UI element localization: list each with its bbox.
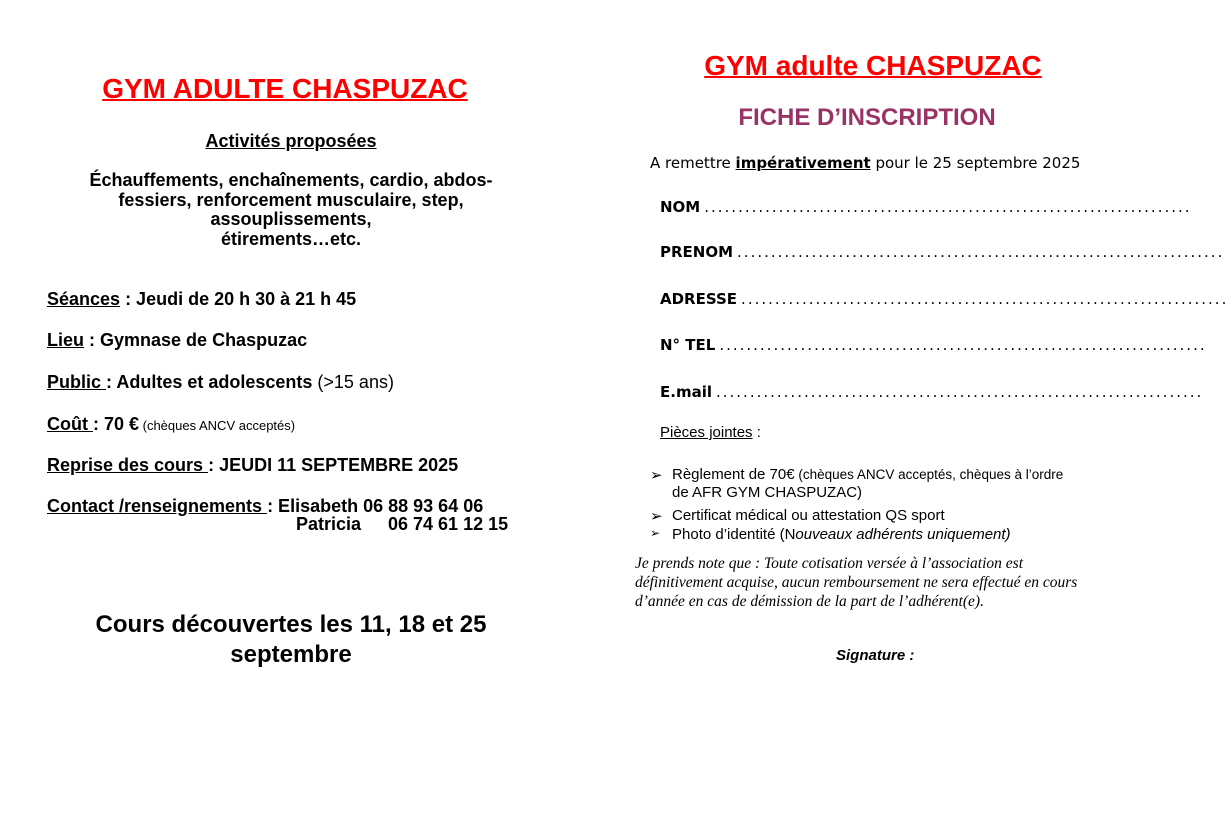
contact-info-2 — [296, 514, 508, 535]
field-dots: ........................................................................ — [741, 290, 1228, 308]
form-subtitle: FICHE D’INSCRIPTION — [738, 104, 996, 131]
seances-value: : Jeudi de 20 h 30 à 21 h 45 — [120, 289, 357, 309]
field-prenom[interactable] — [660, 243, 1225, 261]
public-label: Public — [47, 372, 107, 392]
cout-note: (chèques ANCV acceptés) — [139, 418, 296, 433]
contact-name: Patricia — [296, 514, 362, 534]
field-adresse[interactable] — [660, 290, 1228, 308]
attachment-text-2: de AFR GYM CHASPUZAC) — [672, 484, 863, 501]
activities-list — [0, 171, 582, 249]
lieu-value: : Gymnase de Chaspuzac — [84, 330, 308, 350]
deadline-text — [650, 154, 1080, 172]
attachments-heading — [660, 424, 761, 441]
cout-value: : 70 € — [92, 414, 140, 434]
public-note: (>15 ans) — [312, 372, 394, 392]
field-label: PRENOM — [660, 243, 734, 261]
arrow-bullet-icon: ➢ — [650, 508, 663, 525]
discovery-line: Cours découvertes les 11, 18 et 25 — [95, 611, 487, 638]
attachment-text: Règlement de 70€ — [672, 466, 795, 483]
field-dots: ........................................................................ — [719, 336, 1207, 354]
attachment-item — [650, 526, 1011, 543]
public-value: : Adultes et adolescents — [106, 372, 313, 392]
attachment-note: (chèques ANCV acceptés, chèques à l’ordre — [794, 467, 1064, 482]
public-info — [47, 372, 394, 393]
reprise-value: : JEUDI 11 SEPTEMBRE 2025 — [208, 455, 459, 475]
field-dots: ........................................................................ — [704, 198, 1192, 216]
attachment-text: Photo d’identité (N — [672, 526, 796, 543]
field-label: ADRESSE — [660, 290, 738, 308]
field-label: NOM — [660, 198, 701, 216]
attachments-label: Pièces jointes — [660, 424, 753, 441]
attachment-item — [650, 466, 1063, 502]
left-title: GYM ADULTE CHASPUZAC — [102, 73, 468, 104]
activities-line: étirements…etc. — [220, 228, 362, 249]
field-dots: ........................................................................ — [715, 383, 1204, 401]
cout-info — [47, 414, 295, 435]
attachment-italic: ouveaux adhérents uniquement) — [795, 526, 1011, 543]
seances-label: Séances — [47, 289, 121, 309]
activities-line: assouplissements, — [210, 209, 372, 229]
activities-line: Échauffements, enchaînements, cardio, abdos- — [89, 170, 493, 190]
contact-label: Contact /renseignements — [47, 496, 268, 516]
cout-label: Coût — [47, 414, 93, 434]
discovery-classes — [0, 610, 582, 670]
field-dots: ........................................................................ — [737, 243, 1225, 261]
signature-label: Signature : — [836, 647, 915, 664]
deadline-emph: impérativement — [735, 154, 871, 172]
reprise-info — [47, 455, 458, 476]
activities-heading: Activités proposées — [205, 131, 377, 151]
seances-info — [47, 289, 356, 310]
field-label: N° TEL — [660, 336, 716, 354]
arrow-bullet-icon: ➢ — [650, 467, 663, 484]
contact-phone: 06 74 61 12 15 — [388, 514, 509, 534]
attachment-item — [650, 507, 945, 525]
arrow-bullet-icon: ➢ — [650, 526, 661, 540]
field-tel[interactable] — [660, 336, 1207, 354]
note-line: Je prends note que : Toute cotisation versée à l’association est — [635, 555, 1024, 572]
reprise-label: Reprise des cours — [47, 455, 209, 475]
deadline-pre: A remettre — [650, 154, 736, 172]
field-nom[interactable] — [660, 198, 1192, 216]
attachments-colon: : — [752, 424, 761, 441]
lieu-info — [47, 330, 307, 351]
note-line: définitivement acquise, aucun remboursement ne sera effectué en cours — [635, 574, 1078, 591]
field-email[interactable] — [660, 383, 1204, 401]
attachment-text: Certificat médical ou attestation QS sport — [672, 507, 945, 524]
contact-phone: 06 88 93 64 06 — [363, 496, 484, 516]
note-line: d’année en cas de démission de la part de l’adhérent(e). — [635, 593, 984, 610]
disclaimer-note — [635, 554, 1125, 611]
deadline-post: pour le 25 septembre 2025 — [870, 154, 1081, 172]
lieu-label: Lieu — [47, 330, 85, 350]
activities-line: fessiers, renforcement musculaire, step, — [118, 189, 464, 210]
right-title: GYM adulte CHASPUZAC — [704, 50, 1042, 81]
field-label: E.mail — [660, 383, 712, 401]
discovery-line: septembre — [230, 641, 352, 668]
contact-name: : Elisabeth — [267, 496, 359, 516]
